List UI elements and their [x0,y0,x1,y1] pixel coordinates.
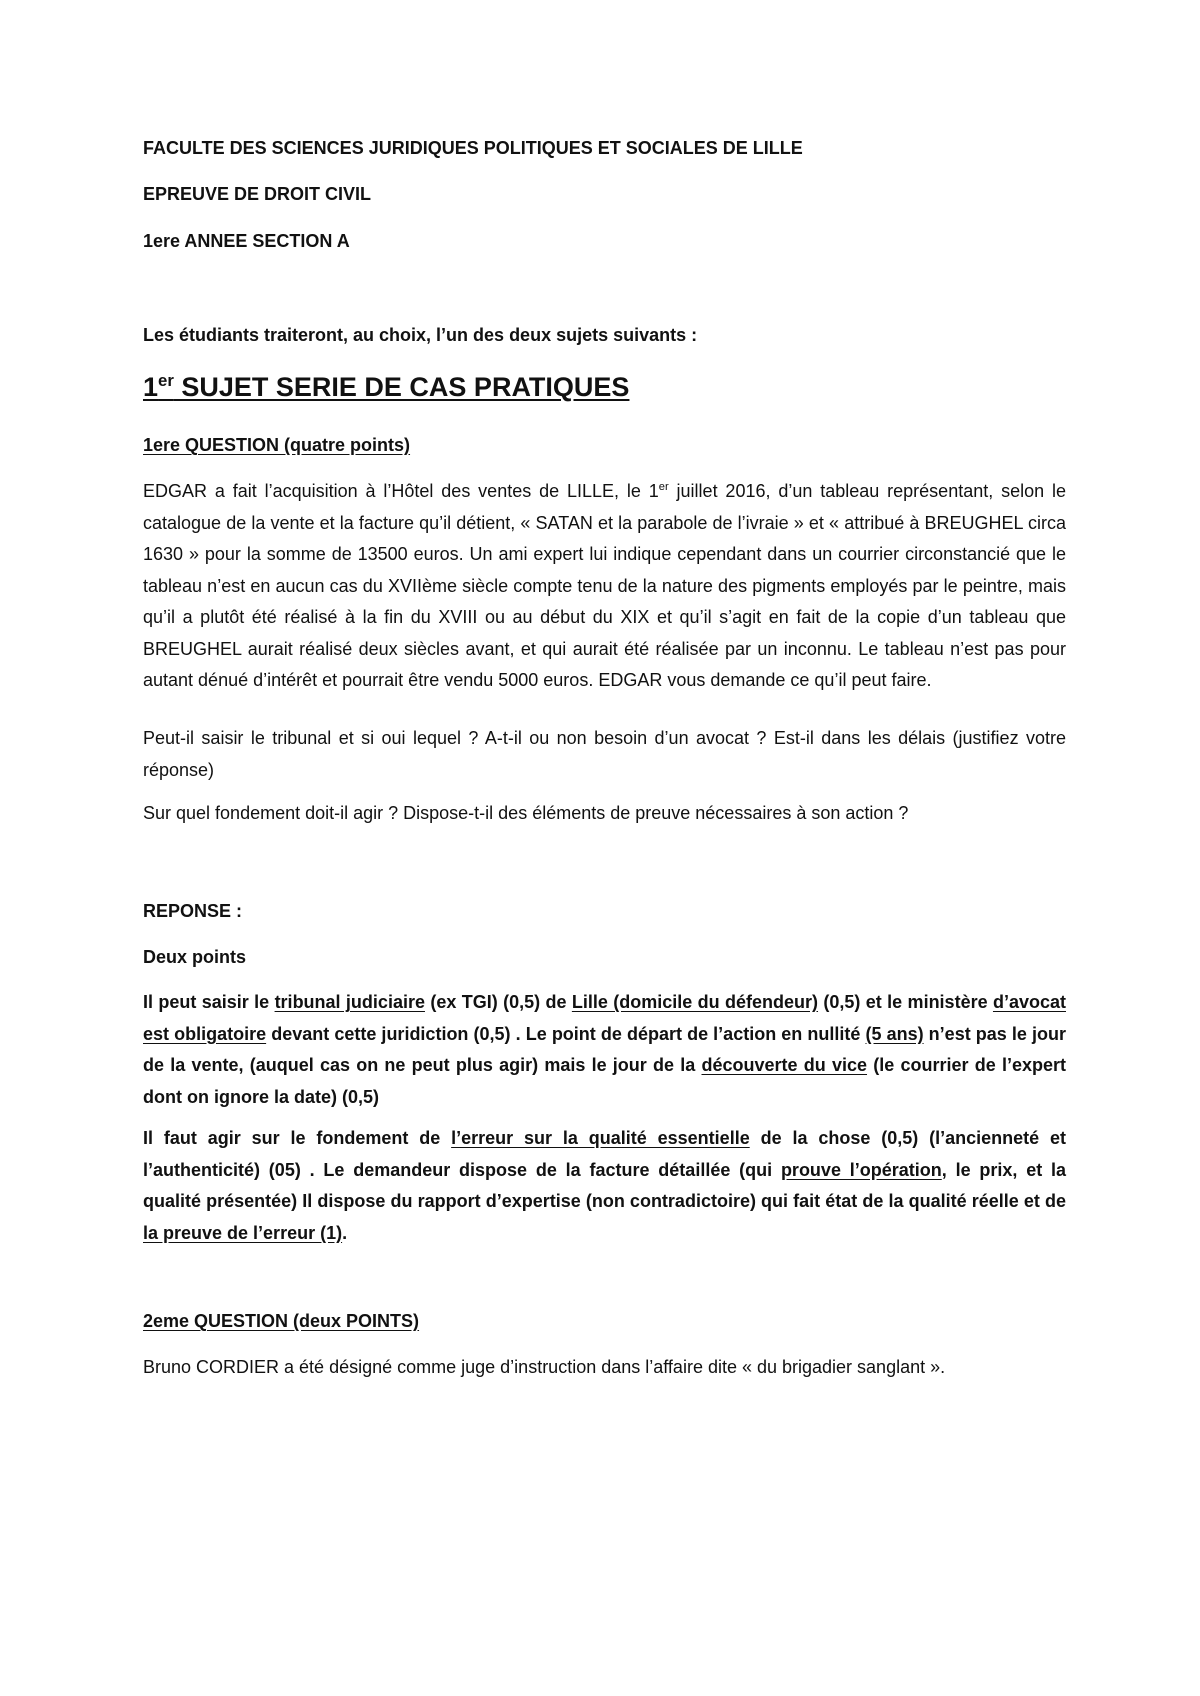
answer-paragraph-1 [143,987,1066,1113]
a2-underline-1: l’erreur sur la qualité essentielle [451,1128,750,1148]
a1-underline-4: (5 ans) [865,1023,924,1044]
a2-text-3: , le prix, et la qualité présentée) Il dispose du rapport d’expertise (non contradictoire) qui fait état de la qualité réelle et de [143,1159,1067,1211]
a2-underline-2: prouve l’opération [780,1159,942,1180]
a1-underline-2: Lille (domicile du défendeur) [571,992,819,1012]
a1-underline-3: d’avocat est obligatoire [143,992,1066,1044]
q1-para1-rest: juillet 2016, d’un tableau représentant, selon le catalogue de la vente et la facture qu’il détient, « SATAN et la parabole de l’ivraie » et « attribué à BREUGHEL circa 1630 » pour la somme de 13500 euros. Un ami expert lui indique cependant dans un courrier circonstancié que le tableau n’est en aucun cas du XVIIème siècle compte tenu de la nature des pigments employés par le peintre, mais qu’il a plutôt été réalisé à la fin du XVIII ou au début du XIX et qu’il s’agit en fait de la copie d’un tableau que BREUGHEL aurait réalisé deux siècles avant, et qui aurait été réalisée par un inconnu. Le tableau n’est pas pour autant dénué d’intérêt et pourrait être vendu 5000 euros. EDGAR vous demande ce qu’il peut faire. [143,481,1066,690]
q1-para1-start: EDGAR a fait l’acquisition à l’Hôtel des ventes de LILLE, le 1 [143,481,659,501]
answer-paragraph-2 [143,1123,1066,1249]
a2-text-1: Il faut agir sur le fondement de [143,1128,452,1148]
subject-1-title [143,370,629,404]
a1-text-4: devant cette juridiction (0,5) . Le point de départ de l’action en nullité [266,1023,866,1044]
exam-title: EPREUVE DE DROIT CIVIL [143,184,372,204]
a1-text-5: n’est pas le jour de la vente, (auquel cas on ne peut plus agir) mais le jour de la [143,1023,1066,1075]
exam-page [143,0,1066,1696]
question-1-paragraph-1 [143,476,1066,697]
year-section: 1ere ANNEE SECTION A [143,231,350,251]
question-1-paragraph-2: Peut-il saisir le tribunal et si oui lequel ? A-t-il ou non besoin d’un avocat ? Est-il dans les délais (justifiez votre réponse) [143,728,1066,780]
question-1-title: 1ere QUESTION (quatre points) [143,435,411,455]
a2-underline-3: la preuve de l’erreur (1) [143,1222,343,1243]
a1-text-6: (le courrier de l’expert dont on ignore la date) (0,5) [143,1055,1066,1107]
faculty-heading: FACULTE DES SCIENCES JURIDIQUES POLITIQUES ET SOCIALES DE LILLE [143,138,803,158]
subject-1-superscript: er [158,371,174,390]
answer-label: REPONSE : [143,901,243,921]
a1-text-3: (0,5) et le ministère [818,992,993,1012]
a1-text-1: Il peut saisir le [143,992,275,1012]
question-2-title: 2eme QUESTION (deux POINTS) [143,1311,420,1331]
answer-points: Deux points [143,947,247,967]
a1-text-2: (ex TGI) (0,5) de [424,992,572,1012]
a1-underline-1: tribunal judiciaire [274,992,425,1012]
question-2-paragraph-1: Bruno CORDIER a été désigné comme juge d’instruction dans l’affaire dite « du brigadier sanglant ». [143,1357,946,1377]
subject-1-title-text: SUJET SERIE DE CAS PRATIQUES [173,372,630,402]
instructions: Les étudiants traiteront, au choix, l’un des deux sujets suivants : [143,325,698,345]
a1-underline-5: découverte du vice [701,1055,868,1075]
q1-para1-superscript: er [658,481,669,493]
subject-1-number: 1 [143,372,159,402]
a2-text-4: . [342,1222,348,1243]
question-1-paragraph-3: Sur quel fondement doit-il agir ? Dispose-t-il des éléments de preuve nécessaires à son action ? [143,803,909,823]
a2-text-2: de la chose (0,5) (l’ancienneté et l’authenticité) (05) . Le demandeur dispose de la facture détaillée (qui [143,1128,1066,1180]
